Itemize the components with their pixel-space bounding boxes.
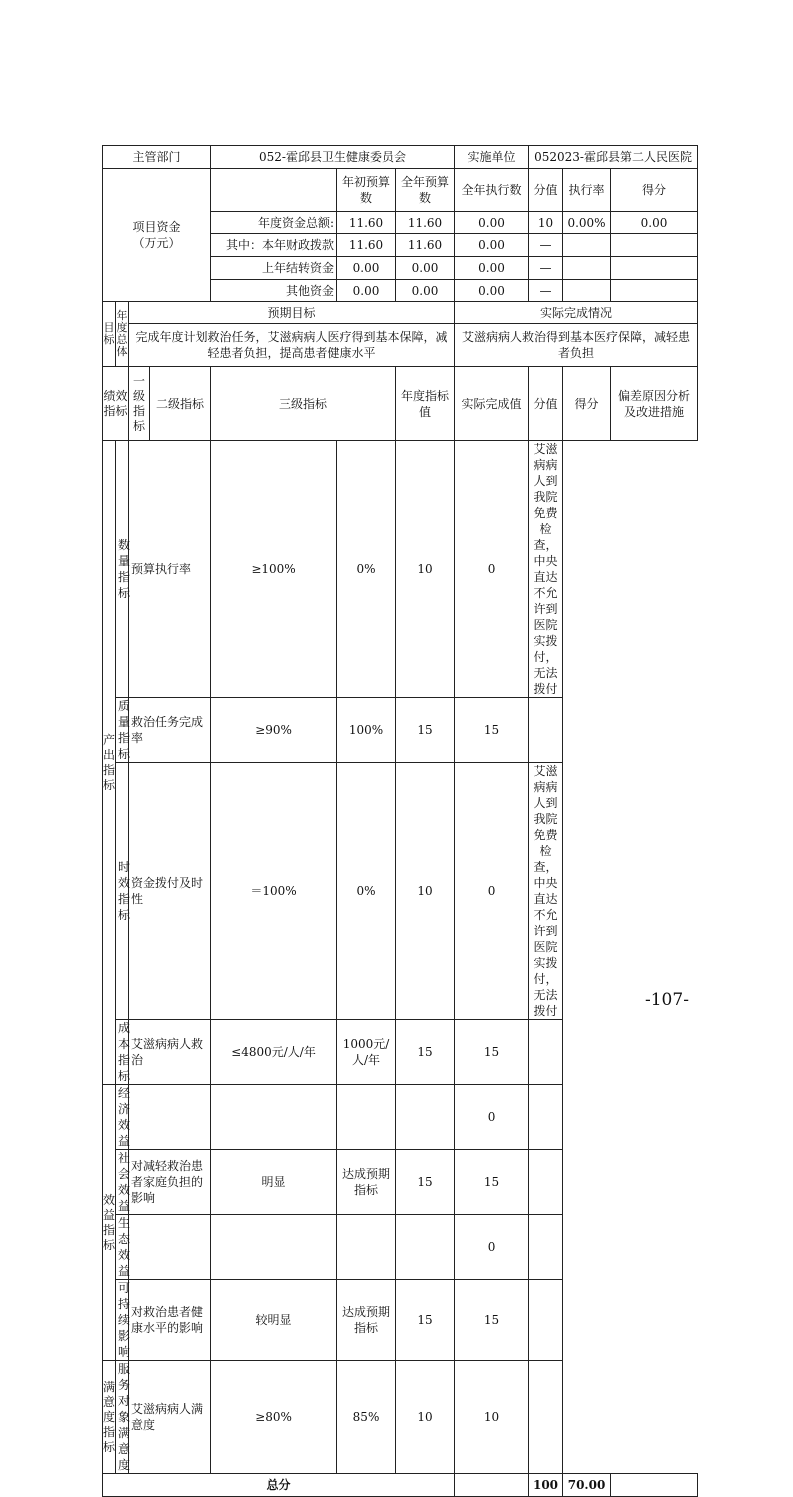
fund-executed: 0.00	[455, 257, 529, 280]
level2-label: 成本指标	[116, 1020, 129, 1085]
goals-row	[103, 324, 698, 367]
col-header: 年初预算数	[337, 169, 396, 212]
fund-annual: 11.60	[396, 212, 455, 234]
fund-score	[611, 257, 698, 280]
fund-initial: 0.00	[337, 280, 396, 302]
level3-label: 对救治患者健康水平的影响	[129, 1280, 211, 1361]
fund-executed: 0.00	[455, 280, 529, 302]
level3-label: 预算执行率	[129, 441, 211, 698]
level1-label: 满意度指标	[103, 1361, 116, 1474]
dept-value: 052-霍邱县卫生健康委员会	[211, 146, 455, 169]
score-value: 10	[396, 763, 455, 1020]
col-header: 全年预算数	[396, 169, 455, 212]
deviation-note	[529, 1085, 563, 1150]
actual-value	[337, 1215, 396, 1280]
deviation-note	[529, 1280, 563, 1361]
target-value: ≥100%	[211, 441, 337, 698]
fund-initial: 0.00	[337, 257, 396, 280]
actual-value: 达成预期指标	[337, 1280, 396, 1361]
fund-annual: 0.00	[396, 280, 455, 302]
level3-label	[129, 1215, 211, 1280]
level2-label: 时效指标	[116, 763, 129, 1020]
score: 0	[455, 1215, 529, 1280]
fund-score-value: —	[529, 257, 563, 280]
fund-rate: 0.00%	[563, 212, 611, 234]
actual-value: 100%	[337, 698, 396, 763]
score: 15	[455, 1020, 529, 1085]
dept-label: 主管部门	[103, 146, 211, 169]
fund-score	[611, 280, 698, 302]
funds-header-row	[103, 169, 698, 212]
page-number: -107-	[645, 990, 689, 1010]
goals-header-row	[103, 302, 698, 324]
indicator-row	[103, 1361, 698, 1474]
score-value: 10	[396, 441, 455, 698]
col-header: 全年执行数	[455, 169, 529, 212]
indicator-row	[103, 1280, 698, 1361]
actual-value: 0%	[337, 441, 396, 698]
fund-executed: 0.00	[455, 234, 529, 257]
target-value	[211, 1215, 337, 1280]
score-value: 15	[396, 698, 455, 763]
col-header: 实际完成值	[455, 367, 529, 441]
fund-score	[611, 234, 698, 257]
actual-value: 达成预期指标	[337, 1150, 396, 1215]
actual-value	[337, 1085, 396, 1150]
score-value	[396, 1215, 455, 1280]
fund-score-value: —	[529, 280, 563, 302]
score-value: 15	[396, 1280, 455, 1361]
target-value: ≤4800元/人/年	[211, 1020, 337, 1085]
fund-rate	[563, 257, 611, 280]
deviation-note	[529, 1215, 563, 1280]
indicator-row	[103, 1085, 698, 1150]
fund-score-value: —	[529, 234, 563, 257]
fund-name: 其他资金	[211, 280, 337, 302]
fund-annual: 11.60	[396, 234, 455, 257]
col-header: 偏差原因分析及改进措施	[611, 367, 698, 441]
actual-value: 1000元/人/年	[337, 1020, 396, 1085]
indicator-row	[103, 1215, 698, 1280]
empty-cell	[211, 169, 337, 212]
score: 0	[455, 763, 529, 1020]
total-row	[103, 1474, 698, 1497]
col-header: 一级指标	[129, 367, 150, 441]
score: 10	[455, 1361, 529, 1474]
target-value: 较明显	[211, 1280, 337, 1361]
total-score: 70.00	[563, 1474, 611, 1497]
header-row	[103, 146, 698, 169]
fund-score-value: 10	[529, 212, 563, 234]
level2-label: 社会效益	[116, 1150, 129, 1215]
deviation-note	[529, 698, 563, 763]
target-value: ≥90%	[211, 698, 337, 763]
fund-name: 上年结转资金	[211, 257, 337, 280]
col-header: 分值	[529, 169, 563, 212]
fund-rate	[563, 280, 611, 302]
score: 15	[455, 698, 529, 763]
goals-outer-label: 目标	[103, 302, 116, 367]
fund-executed: 0.00	[455, 212, 529, 234]
indicator-row	[103, 441, 698, 698]
level2-label: 数量指标	[116, 441, 129, 698]
fund-rate	[563, 234, 611, 257]
col-header: 年度指标值	[396, 367, 455, 441]
expected-goal: 完成年度计划救治任务，艾滋病病人医疗得到基本保障，减轻患者负担，提高患者健康水平	[129, 324, 455, 367]
deviation-note	[529, 1361, 563, 1474]
level2-label: 生态效益	[116, 1215, 129, 1280]
deviation-note: 艾滋病病人到我院免费检查，中央直达不允许到医院实拨付，无法拨付	[529, 763, 563, 1020]
score: 0	[455, 441, 529, 698]
empty-cell	[455, 1474, 529, 1497]
score: 15	[455, 1280, 529, 1361]
col-header: 分值	[529, 367, 563, 441]
funds-label: 项目资金 （万元）	[103, 169, 211, 302]
score-value	[396, 1085, 455, 1150]
indicator-row	[103, 1150, 698, 1215]
unit-label: 实施单位	[455, 146, 529, 169]
goals-inner-label: 年度总体	[116, 302, 129, 367]
col-header: 二级指标	[150, 367, 211, 441]
indicator-row	[103, 763, 698, 1020]
fund-score: 0.00	[611, 212, 698, 234]
level3-label: 对减轻救治患者家庭负担的影响	[129, 1150, 211, 1215]
level1-label: 效益指标	[103, 1085, 116, 1361]
level3-label	[129, 1085, 211, 1150]
deviation-note	[529, 1150, 563, 1215]
level3-label: 艾滋病病人满意度	[129, 1361, 211, 1474]
unit-value: 052023-霍邱县第二人民医院	[529, 146, 698, 169]
fund-name: 其中：本年财政拨款	[211, 234, 337, 257]
col-header: 执行率	[563, 169, 611, 212]
score-value: 10	[396, 1361, 455, 1474]
indicator-header-row	[103, 367, 698, 441]
actual-label: 实际完成情况	[455, 302, 698, 324]
score-value: 15	[396, 1020, 455, 1085]
fund-name: 年度资金总额:	[211, 212, 337, 234]
indicator-row	[103, 698, 698, 763]
expected-label: 预期目标	[129, 302, 455, 324]
col-header: 三级指标	[211, 367, 396, 441]
deviation-note	[529, 1020, 563, 1085]
empty-cell	[611, 1474, 698, 1497]
actual-goal: 艾滋病病人救治得到基本医疗保障，减轻患者负担	[455, 324, 698, 367]
level2-label: 质量指标	[116, 698, 129, 763]
level2-label: 可持续影响	[116, 1280, 129, 1361]
level1-label: 产出指标	[103, 441, 116, 1085]
indicator-row	[103, 1020, 698, 1085]
fund-initial: 11.60	[337, 212, 396, 234]
performance-table	[102, 145, 698, 1497]
level3-label: 资金拨付及时性	[129, 763, 211, 1020]
level2-label: 服务对象满意度	[116, 1361, 129, 1474]
actual-value: 85%	[337, 1361, 396, 1474]
col-header: 得分	[611, 169, 698, 212]
score: 0	[455, 1085, 529, 1150]
total-value: 100	[529, 1474, 563, 1497]
score: 15	[455, 1150, 529, 1215]
target-value: 明显	[211, 1150, 337, 1215]
indicators-section-label: 绩效指标	[103, 367, 129, 441]
actual-value: 0%	[337, 763, 396, 1020]
fund-annual: 0.00	[396, 257, 455, 280]
target-value: ＝100%	[211, 763, 337, 1020]
level3-label: 艾滋病病人救治	[129, 1020, 211, 1085]
target-value: ≥80%	[211, 1361, 337, 1474]
target-value	[211, 1085, 337, 1150]
level2-label: 经济效益	[116, 1085, 129, 1150]
deviation-note: 艾滋病病人到我院免费检查，中央直达不允许到医院实拨付，无法拨付	[529, 441, 563, 698]
level3-label: 救治任务完成率	[129, 698, 211, 763]
total-label: 总分	[103, 1474, 455, 1497]
score-value: 15	[396, 1150, 455, 1215]
fund-initial: 11.60	[337, 234, 396, 257]
col-header: 得分	[563, 367, 611, 441]
